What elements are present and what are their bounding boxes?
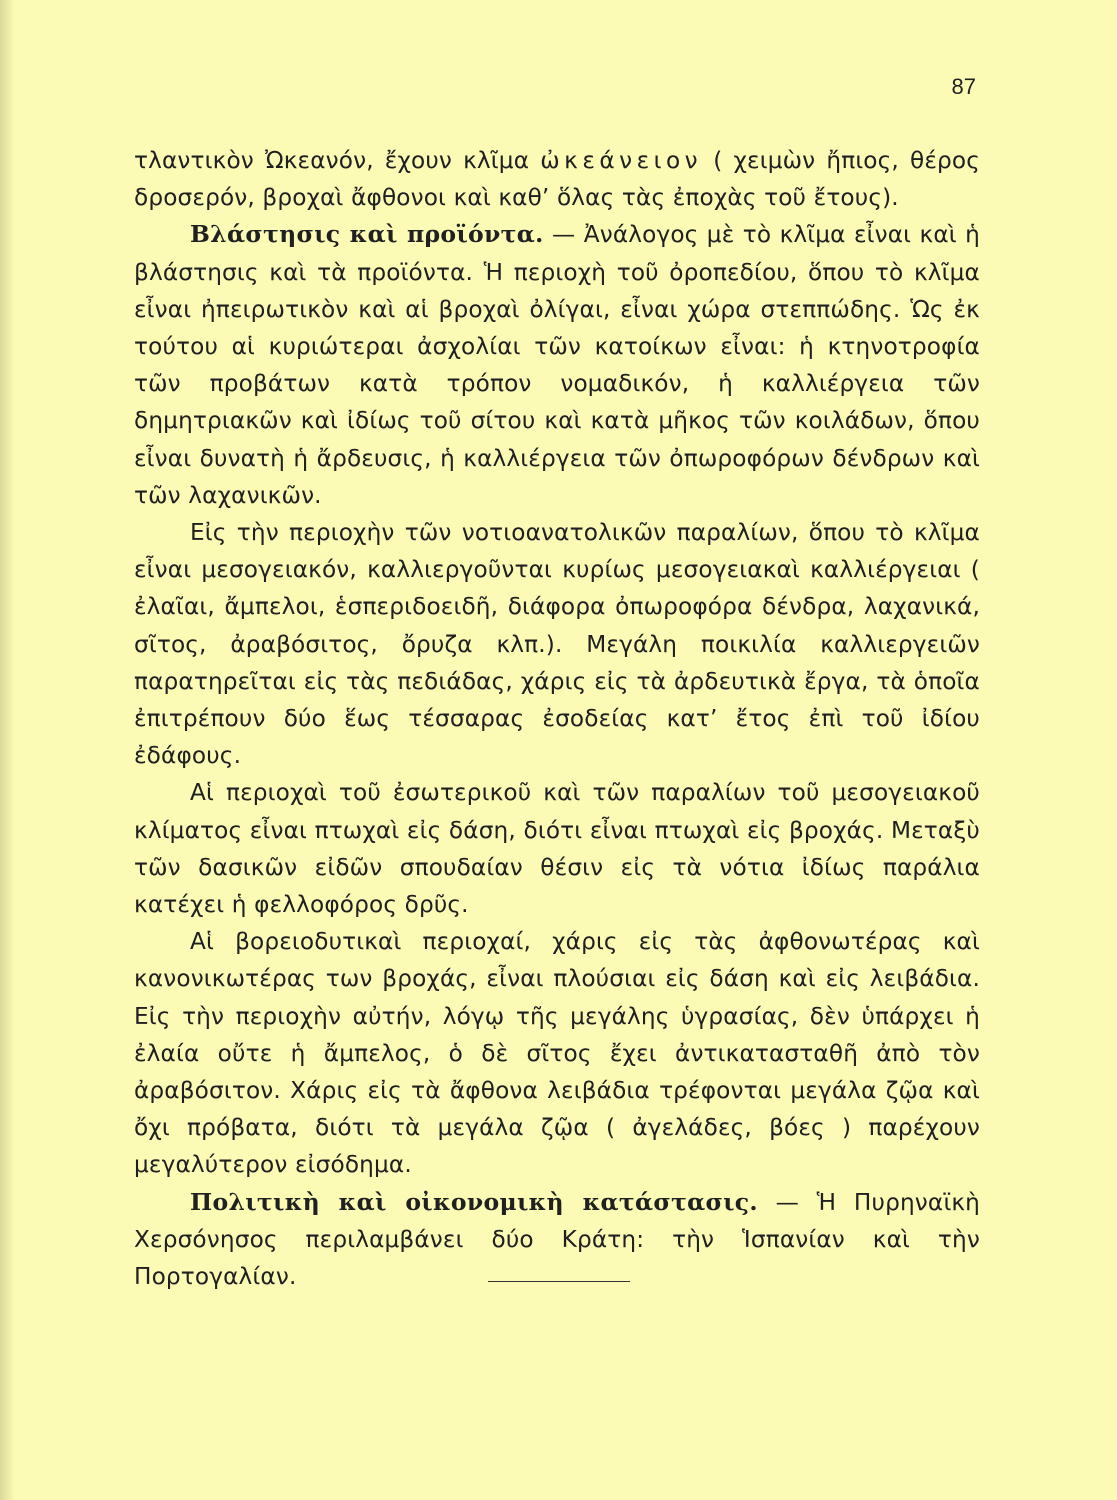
paragraph (134, 774, 980, 923)
section-heading: Βλάστησις καὶ προϊόντα. (190, 220, 544, 249)
paragraph (134, 142, 980, 216)
paragraph-text: — Ἡ Πυρηναϊκὴ Χερσόνησος περιλαμβάνει δύο Κράτη: τὴν Ἱσπανίαν καὶ τὴν Πορτογαλίαν. (134, 1188, 980, 1291)
paragraph-text: τλαντικὸν Ὠκεανόν, ἔχουν κλῖμα (134, 147, 541, 174)
paragraph-text: — Ἀνάλογος μὲ τὸ κλῖμα εἶναι καὶ ἡ βλάστησις καὶ τὰ προϊόντα. Ἡ περιοχὴ τοῦ ὀροπεδίου, ὅπου τὸ κλῖμα εἶναι ἠπειρωτικὸν καὶ αἱ βροχαὶ ὀλίγαι, εἶναι χώρα στεππώδης. Ὡς ἐκ τούτου αἱ κυριώτεραι ἀσχολίαι τῶν κατοίκων εἶναι: ἡ κτηνοτροφία τῶν προβάτων κατὰ τρόπον νομαδικόν, ἡ καλλιέργεια τῶν δημητριακῶν καὶ ἰδίως τοῦ σίτου καὶ κατὰ μῆκος τῶν κοιλάδων, ὅπου εἶναι δυνατὴ ἡ ἄρδευσις, ἡ καλλιέργεια τῶν ὀπωροφόρων δένδρων καὶ τῶν λαχανικῶν. (134, 221, 981, 509)
paragraph-text: Αἱ βορειοδυτικαὶ περιοχαί, χάρις εἰς τὰς ἀφθονωτέρας καὶ κανονικωτέρας των βροχάς, εἶναι πλούσιαι εἰς δάση καὶ εἰς λειβάδια. Εἰς τὴν περιοχὴν αὐτήν, λόγῳ τῆς μεγάλης ὑγρασίας, δὲν ὑπάρχει ἡ ἐλαία οὔτε ἡ ἄμπελος, ὁ δὲ σῖτος ἔχει ἀντικατασταθῆ ἀπὸ τὸν ἀραβόσιτον. Χάρις εἰς τὰ ἄφθονα λειβάδια τρέφονται μεγάλα ζῷα καὶ ὄχι πρόβατα, διότι τὰ μεγάλα ζῷα ( ἀγελάδες, βόες ) παρέχουν μεγαλύτερον εἰσόδημα. (134, 928, 980, 1179)
paragraph (134, 514, 980, 774)
paragraph-text: Αἱ περιοχαὶ τοῦ ἐσωτερικοῦ καὶ τῶν παραλίων τοῦ μεσογειακοῦ κλίματος εἶναι πτωχαὶ εἰς δάση, διότι εἶναι πτωχαὶ εἰς βροχάς. Μεταξὺ τῶν δασικῶν εἰδῶν σπουδαίαν θέσιν εἰς τὰ νότια ἰδίως παράλια κατέχει ἡ φελλοφόρος δρῦς. (134, 779, 980, 919)
spaced-term: ὠκεάνειον (540, 147, 703, 174)
page-number: 87 (951, 74, 976, 99)
body-text (134, 142, 980, 1295)
paragraph-text: ( χειμὼν ἤπιος, θέρος δροσερόν, βροχαὶ ἄφθονοι καὶ καθ’ ὅλας τὰς ἐποχὰς τοῦ ἔτους). (134, 147, 980, 212)
binding-shadow (0, 0, 14, 1500)
section-heading: Πολιτικὴ καὶ οἰκονομικὴ κατάστασις. (190, 1187, 758, 1216)
paragraph (134, 1184, 980, 1296)
paragraph (134, 923, 980, 1183)
paragraph-text: Εἰς τὴν περιοχὴν τῶν νοτιοανατολικῶν παραλίων, ὅπου τὸ κλῖμα εἶναι μεσογειακόν, καλλιεργοῦνται κυρίως μεσογειακαὶ καλλιέργειαι ( ἐλαῖαι, ἄμπελοι, ἑσπεριδοειδῆ, διάφορα ὀπωροφόρα δένδρα, λαχανικά, σῖτος, ἀραβόσιτος, ὄρυζα κλπ.). Μεγάλη ποικιλία καλλιεργειῶν παρατηρεῖται εἰς τὰς πεδιάδας, χάρις εἰς τὰ ἀρδευτικὰ ἔργα, τὰ ὁποῖα ἐπιτρέπουν δύο ἕως τέσσαρας ἐσοδείας κατ’ ἔτος ἐπὶ τοῦ ἰδίου ἐδάφους. (134, 519, 980, 770)
paragraph (134, 216, 980, 514)
section-divider (488, 1281, 630, 1282)
